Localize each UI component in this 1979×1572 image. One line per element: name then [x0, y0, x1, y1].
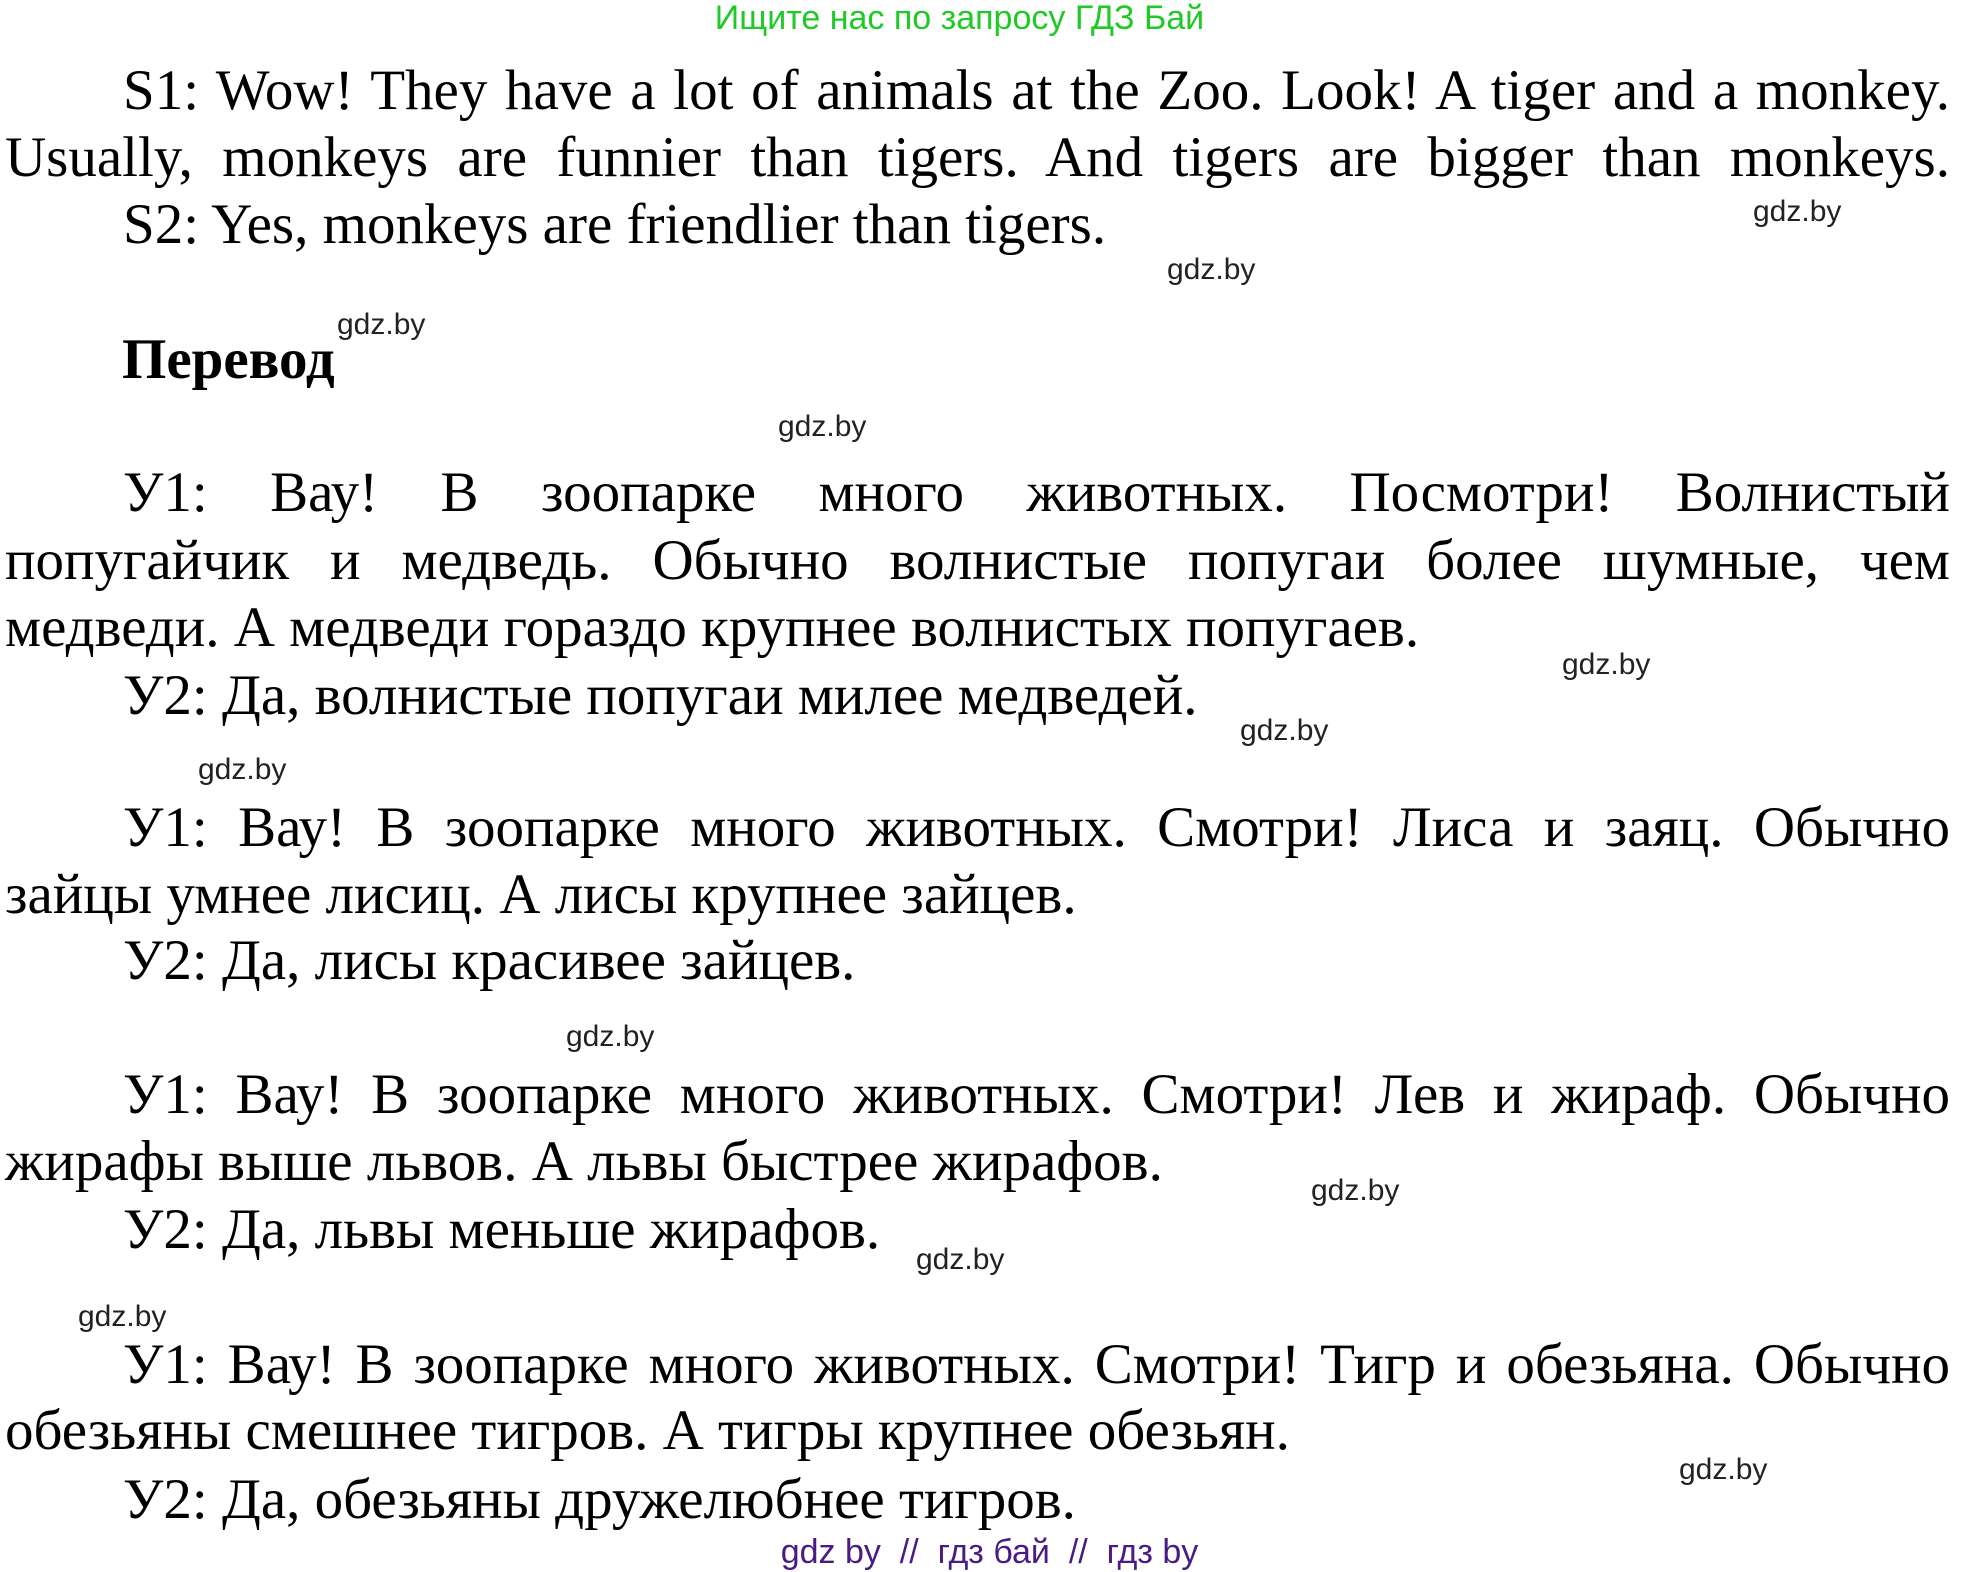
watermark: gdz.by [566, 1020, 655, 1053]
dialogue-3-line-3: У2: Да, львы меньше жирафов. [123, 1198, 881, 1261]
watermark: gdz.by [1753, 195, 1842, 228]
watermark: gdz.by [198, 753, 287, 786]
search-banner: Ищите нас по запросу ГДЗ Бай [714, 0, 1205, 37]
watermark: gdz.by [1240, 714, 1329, 747]
watermark: gdz.by [1679, 1453, 1768, 1486]
dialogue-2-line-2: зайцы умнее лисиц. А лисы крупнее зайцев. [5, 863, 1077, 926]
watermark: gdz.by [916, 1243, 1005, 1276]
english-line-2: Usually, monkeys are funnier than tigers. And tigers are bigger than monkeys. [5, 126, 1950, 189]
dialogue-1-line-3: медведи. А медведи гораздо крупнее волнистых попугаев. [5, 596, 1420, 659]
dialogue-4-line-1: У1: Вау! В зоопарке много животных. Смотри! Тигр и обезьяна. Обычно [123, 1333, 1950, 1396]
watermark: gdz.by [1311, 1174, 1400, 1207]
watermark: gdz.by [78, 1300, 167, 1333]
dialogue-1-line-1: У1: Вау! В зоопарке много животных. Посмотри! Волнистый [123, 461, 1950, 524]
dialogue-2-line-3: У2: Да, лисы красивее зайцев. [123, 929, 856, 992]
dialogue-4-line-3: У2: Да, обезьяны дружелюбнее тигров. [123, 1468, 1076, 1531]
watermark: gdz.by [337, 308, 426, 341]
dialogue-3-line-2: жирафы выше львов. А львы быстрее жирафов. [5, 1130, 1163, 1193]
dialogue-3-line-1: У1: Вау! В зоопарке много животных. Смотри! Лев и жираф. Обычно [123, 1063, 1950, 1126]
watermark: gdz.by [778, 410, 867, 443]
english-line-3: S2: Yes, monkeys are friendlier than tigers. [123, 193, 1107, 256]
dialogue-2-line-1: У1: Вау! В зоопарке много животных. Смотри! Лиса и заяц. Обычно [123, 796, 1950, 859]
dialogue-4-line-2: обезьяны смешнее тигров. А тигры крупнее обезьян. [5, 1399, 1290, 1462]
translation-heading: Перевод [122, 328, 335, 391]
footer-banner: gdz by // гдз бай // гдз by [780, 1533, 1199, 1571]
dialogue-1-line-2: попугайчик и медведь. Обычно волнистые попугаи более шумные, чем [5, 529, 1950, 592]
dialogue-1-line-4: У2: Да, волнистые попугаи милее медведей. [123, 664, 1198, 727]
watermark: gdz.by [1562, 648, 1651, 681]
watermark: gdz.by [1167, 253, 1256, 286]
english-line-1: S1: Wow! They have a lot of animals at the Zoo. Look! A tiger and a monkey. [123, 59, 1950, 122]
